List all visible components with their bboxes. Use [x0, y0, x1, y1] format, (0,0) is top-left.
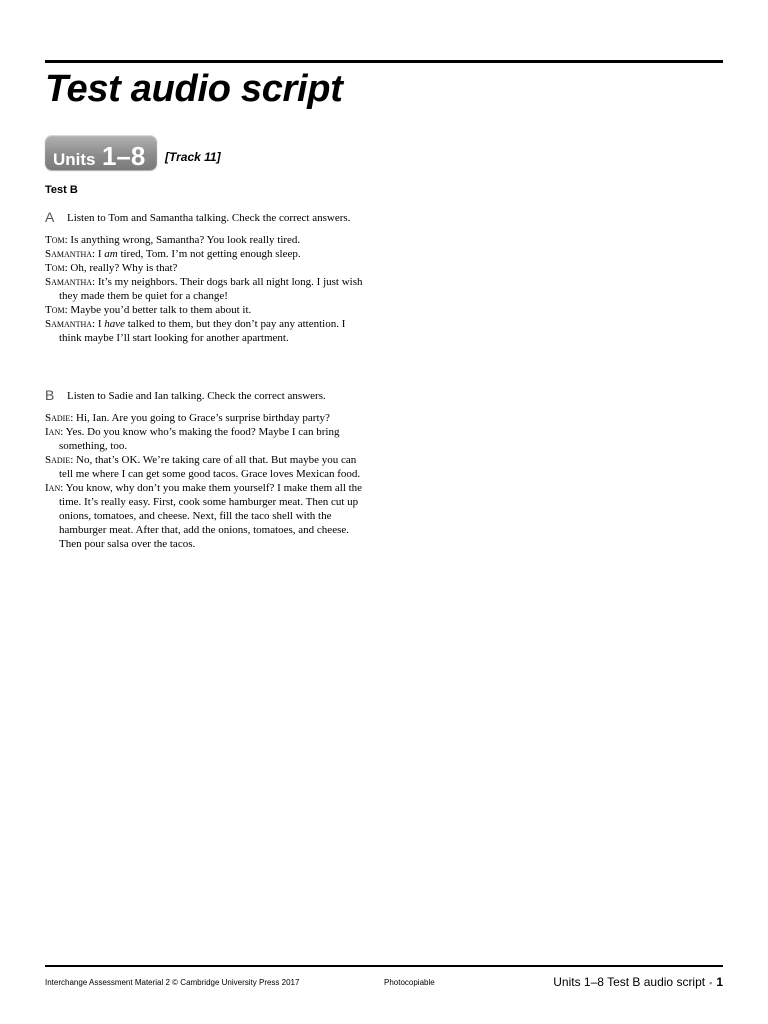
dialogue-text: tired, Tom. I’m not getting enough sleep.	[117, 248, 301, 260]
footer-section-label: Units 1–8 Test B audio script	[553, 975, 706, 989]
speaker-name: Tom:	[45, 262, 68, 274]
top-rule	[45, 60, 723, 63]
footer-copyright: Interchange Assessment Material 2 © Cambridge University Press 2017	[45, 978, 300, 987]
units-badge	[45, 135, 157, 170]
dialogue-line	[45, 261, 365, 275]
dialogue-line	[45, 303, 365, 317]
dialogue-line	[45, 425, 365, 453]
emphasis-text: am	[104, 248, 118, 260]
units-word: Units	[53, 150, 96, 169]
dialogue-text: talked to them, but they don’t pay any attention. I think maybe I’ll start looking for another apartment.	[59, 318, 346, 344]
dialogue-text: No, that’s OK. We’re taking care of all that. But maybe you can tell me where I can get some good tacos. Grace loves Mexican food.	[59, 454, 361, 480]
test-label: Test B	[45, 184, 78, 196]
dialogue-text: You know, why don’t you make them yourself? I make them all the time. It’s really easy. First, cook some hamburger meat. Then cut up onions, tomatoes, and cheese. Next, fill the taco shell with the hamburger meat. After that, add the onions, tomatoes, and cheese. Then pour salsa over the tacos.	[59, 482, 363, 550]
speaker-name: Samantha:	[45, 276, 96, 288]
dialogue-text: I	[95, 248, 105, 260]
dialogue-line	[45, 275, 365, 303]
dialogue-line	[45, 481, 365, 551]
dialogue-text: Is anything wrong, Samantha? You look really tired.	[67, 234, 301, 246]
speaker-name: Ian:	[45, 426, 64, 438]
section-a	[45, 211, 365, 345]
section-a-instruction: Listen to Tom and Samantha talking. Check the correct answers.	[67, 212, 351, 224]
dialogue-line	[45, 411, 365, 425]
speaker-name: Tom:	[45, 304, 68, 316]
section-b-letter: B	[45, 387, 55, 403]
footer-rule	[45, 965, 723, 967]
section-b-instruction: Listen to Sadie and Ian talking. Check the correct answers.	[67, 390, 326, 402]
dialogue-line	[45, 317, 365, 345]
dialogue-line	[45, 453, 365, 481]
square-bullet-icon: ▪	[709, 978, 713, 988]
dialogue-text: Yes. Do you know who’s making the food? Maybe I can bring something, too.	[59, 426, 340, 452]
track-label: [Track 11]	[165, 150, 221, 164]
emphasis-text: have	[104, 318, 125, 330]
dialogue-text: I	[95, 318, 105, 330]
section-b-instruction-row	[45, 389, 365, 403]
footer-photocopiable: Photocopiable	[384, 978, 435, 987]
page-number: 1	[716, 975, 723, 989]
dialogue-text: Oh, really? Why is that?	[67, 262, 178, 274]
speaker-name: Ian:	[45, 482, 64, 494]
units-range: 1–8	[101, 141, 146, 171]
speaker-name: Sadie:	[45, 454, 74, 466]
page-title: Test audio script	[45, 68, 343, 110]
footer-page-info	[553, 975, 723, 989]
speaker-name: Samantha:	[45, 318, 96, 330]
section-a-instruction-row	[45, 211, 365, 225]
speaker-name: Tom:	[45, 234, 68, 246]
speaker-name: Samantha:	[45, 248, 96, 260]
dialogue-text: Hi, Ian. Are you going to Grace’s surprise birthday party?	[73, 412, 330, 424]
dialogue-text: It’s my neighbors. Their dogs bark all night long. I just wish they made them be quiet for a change!	[59, 276, 363, 302]
section-b	[45, 389, 365, 551]
speaker-name: Sadie:	[45, 412, 74, 424]
dialogue-line	[45, 247, 365, 261]
section-a-letter: A	[45, 209, 55, 225]
dialogue-line	[45, 233, 365, 247]
dialogue-text: Maybe you’d better talk to them about it.	[67, 304, 252, 316]
